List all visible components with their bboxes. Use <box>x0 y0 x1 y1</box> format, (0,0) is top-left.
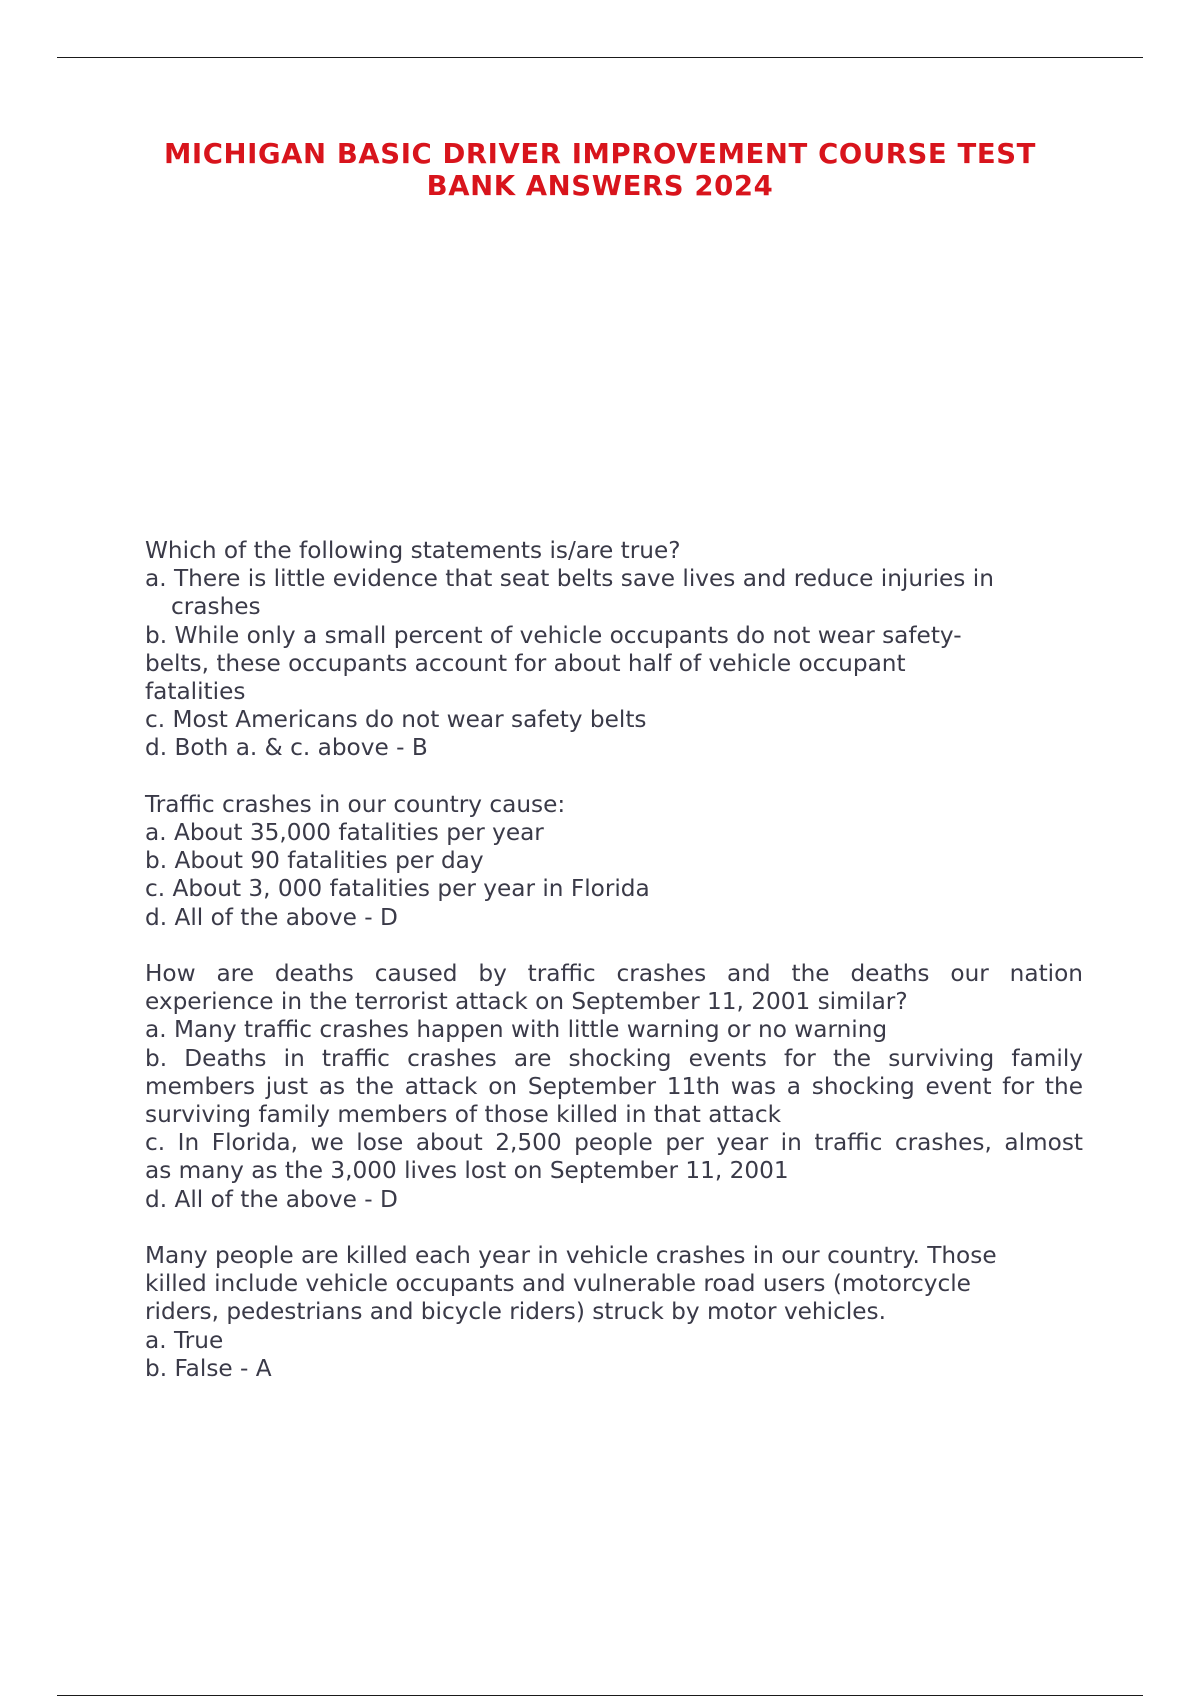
question-3-stem: How are deaths caused by traffic crashes and the deaths our nation <box>145 960 1083 988</box>
question-1-option-a <box>145 565 1083 621</box>
option-letter: a. <box>145 819 167 847</box>
question-2-option-b <box>145 847 1083 875</box>
option-letter: d. <box>145 1185 168 1213</box>
option-text: Deaths in traffic crashes are shocking events for the surviving family <box>184 1044 1083 1072</box>
question-2-option-c <box>145 875 1083 903</box>
option-text: Many traffic crashes happen with little warning or no warning <box>173 1016 888 1044</box>
question-4-option-a <box>145 1327 1083 1355</box>
header-rule <box>57 57 1143 58</box>
option-text-continued: as many as the 3,000 lives lost on September 11, 2001 <box>145 1157 789 1185</box>
option-text: While only a small percent of vehicle occupants do not wear safety- <box>174 621 962 649</box>
question-2-option-a <box>145 819 1083 847</box>
option-letter: d. <box>145 734 168 762</box>
question-1-stem: Which of the following statements is/are true? <box>145 537 681 564</box>
question-3-stem-continued: experience in the terrorist attack on September 11, 2001 similar? <box>145 988 908 1016</box>
question-1-option-d <box>145 734 1083 762</box>
document-title <box>120 138 1080 202</box>
option-text: There is little evidence that seat belts save lives and reduce injuries in <box>173 565 994 593</box>
question-3-option-a <box>145 1016 1083 1044</box>
option-text-continued: fatalities <box>145 678 246 706</box>
option-text: In Florida, we lose about 2,500 people per year in traffic crashes, almost <box>177 1129 1083 1157</box>
option-letter: a. <box>145 1326 167 1354</box>
question-4-stem-continued: killed include vehicle occupants and vulnerable road users (motorcycle <box>145 1270 971 1298</box>
option-text: About 90 fatalities per day <box>174 847 484 875</box>
option-letter: b. <box>145 1354 168 1382</box>
question-list <box>145 537 1083 1411</box>
question-1-option-b <box>145 622 1083 707</box>
option-text-continued: belts, these occupants account for about half of vehicle occupant <box>145 649 906 677</box>
question-3-option-c <box>145 1129 1083 1185</box>
option-text: False - A <box>174 1354 272 1382</box>
option-text-continued: surviving family members of those killed in that attack <box>145 1101 782 1129</box>
option-text: About 35,000 fatalities per year <box>173 819 544 847</box>
option-text: All of the above - D <box>174 1185 398 1213</box>
option-text: About 3, 000 fatalities per year in Florida <box>172 875 650 903</box>
option-text-continued: members just as the attack on September 11th was a shocking event for the <box>145 1072 1083 1100</box>
question-4-option-b <box>145 1355 1083 1383</box>
option-letter: c. <box>145 706 166 734</box>
option-letter: b. <box>145 847 168 875</box>
option-letter: a. <box>145 565 167 593</box>
question-3-option-d <box>145 1186 1083 1214</box>
question-1-option-c <box>145 706 1083 734</box>
question-4 <box>145 1242 1083 1383</box>
option-text: True <box>173 1326 224 1354</box>
question-3 <box>145 960 1083 1214</box>
option-letter: c. <box>145 1129 166 1157</box>
question-1 <box>145 537 1083 763</box>
question-4-stem-continued: riders, pedestrians and bicycle riders) struck by motor vehicles. <box>145 1298 886 1326</box>
document-title-line-2: BANK ANSWERS 2024 <box>426 170 774 202</box>
option-letter: b. <box>145 1044 168 1072</box>
option-letter: a. <box>145 1016 167 1044</box>
question-2-option-d <box>145 904 1083 932</box>
option-text: Both a. & c. above - B <box>174 734 428 762</box>
option-text: Most Americans do not wear safety belts <box>172 706 647 734</box>
question-4-stem: Many people are killed each year in vehicle crashes in our country. Those <box>145 1242 997 1270</box>
option-text-continued: crashes <box>171 593 261 621</box>
option-text: All of the above - D <box>174 903 398 931</box>
option-letter: b. <box>145 621 168 649</box>
footer-rule <box>57 1695 1143 1696</box>
option-letter: c. <box>145 875 166 903</box>
option-letter: d. <box>145 903 168 931</box>
document-title-line-1: MICHIGAN BASIC DRIVER IMPROVEMENT COURSE TEST <box>163 138 1037 170</box>
question-3-option-b <box>145 1045 1083 1130</box>
question-2-stem: Traffic crashes in our country cause: <box>145 790 566 818</box>
question-2 <box>145 791 1083 932</box>
